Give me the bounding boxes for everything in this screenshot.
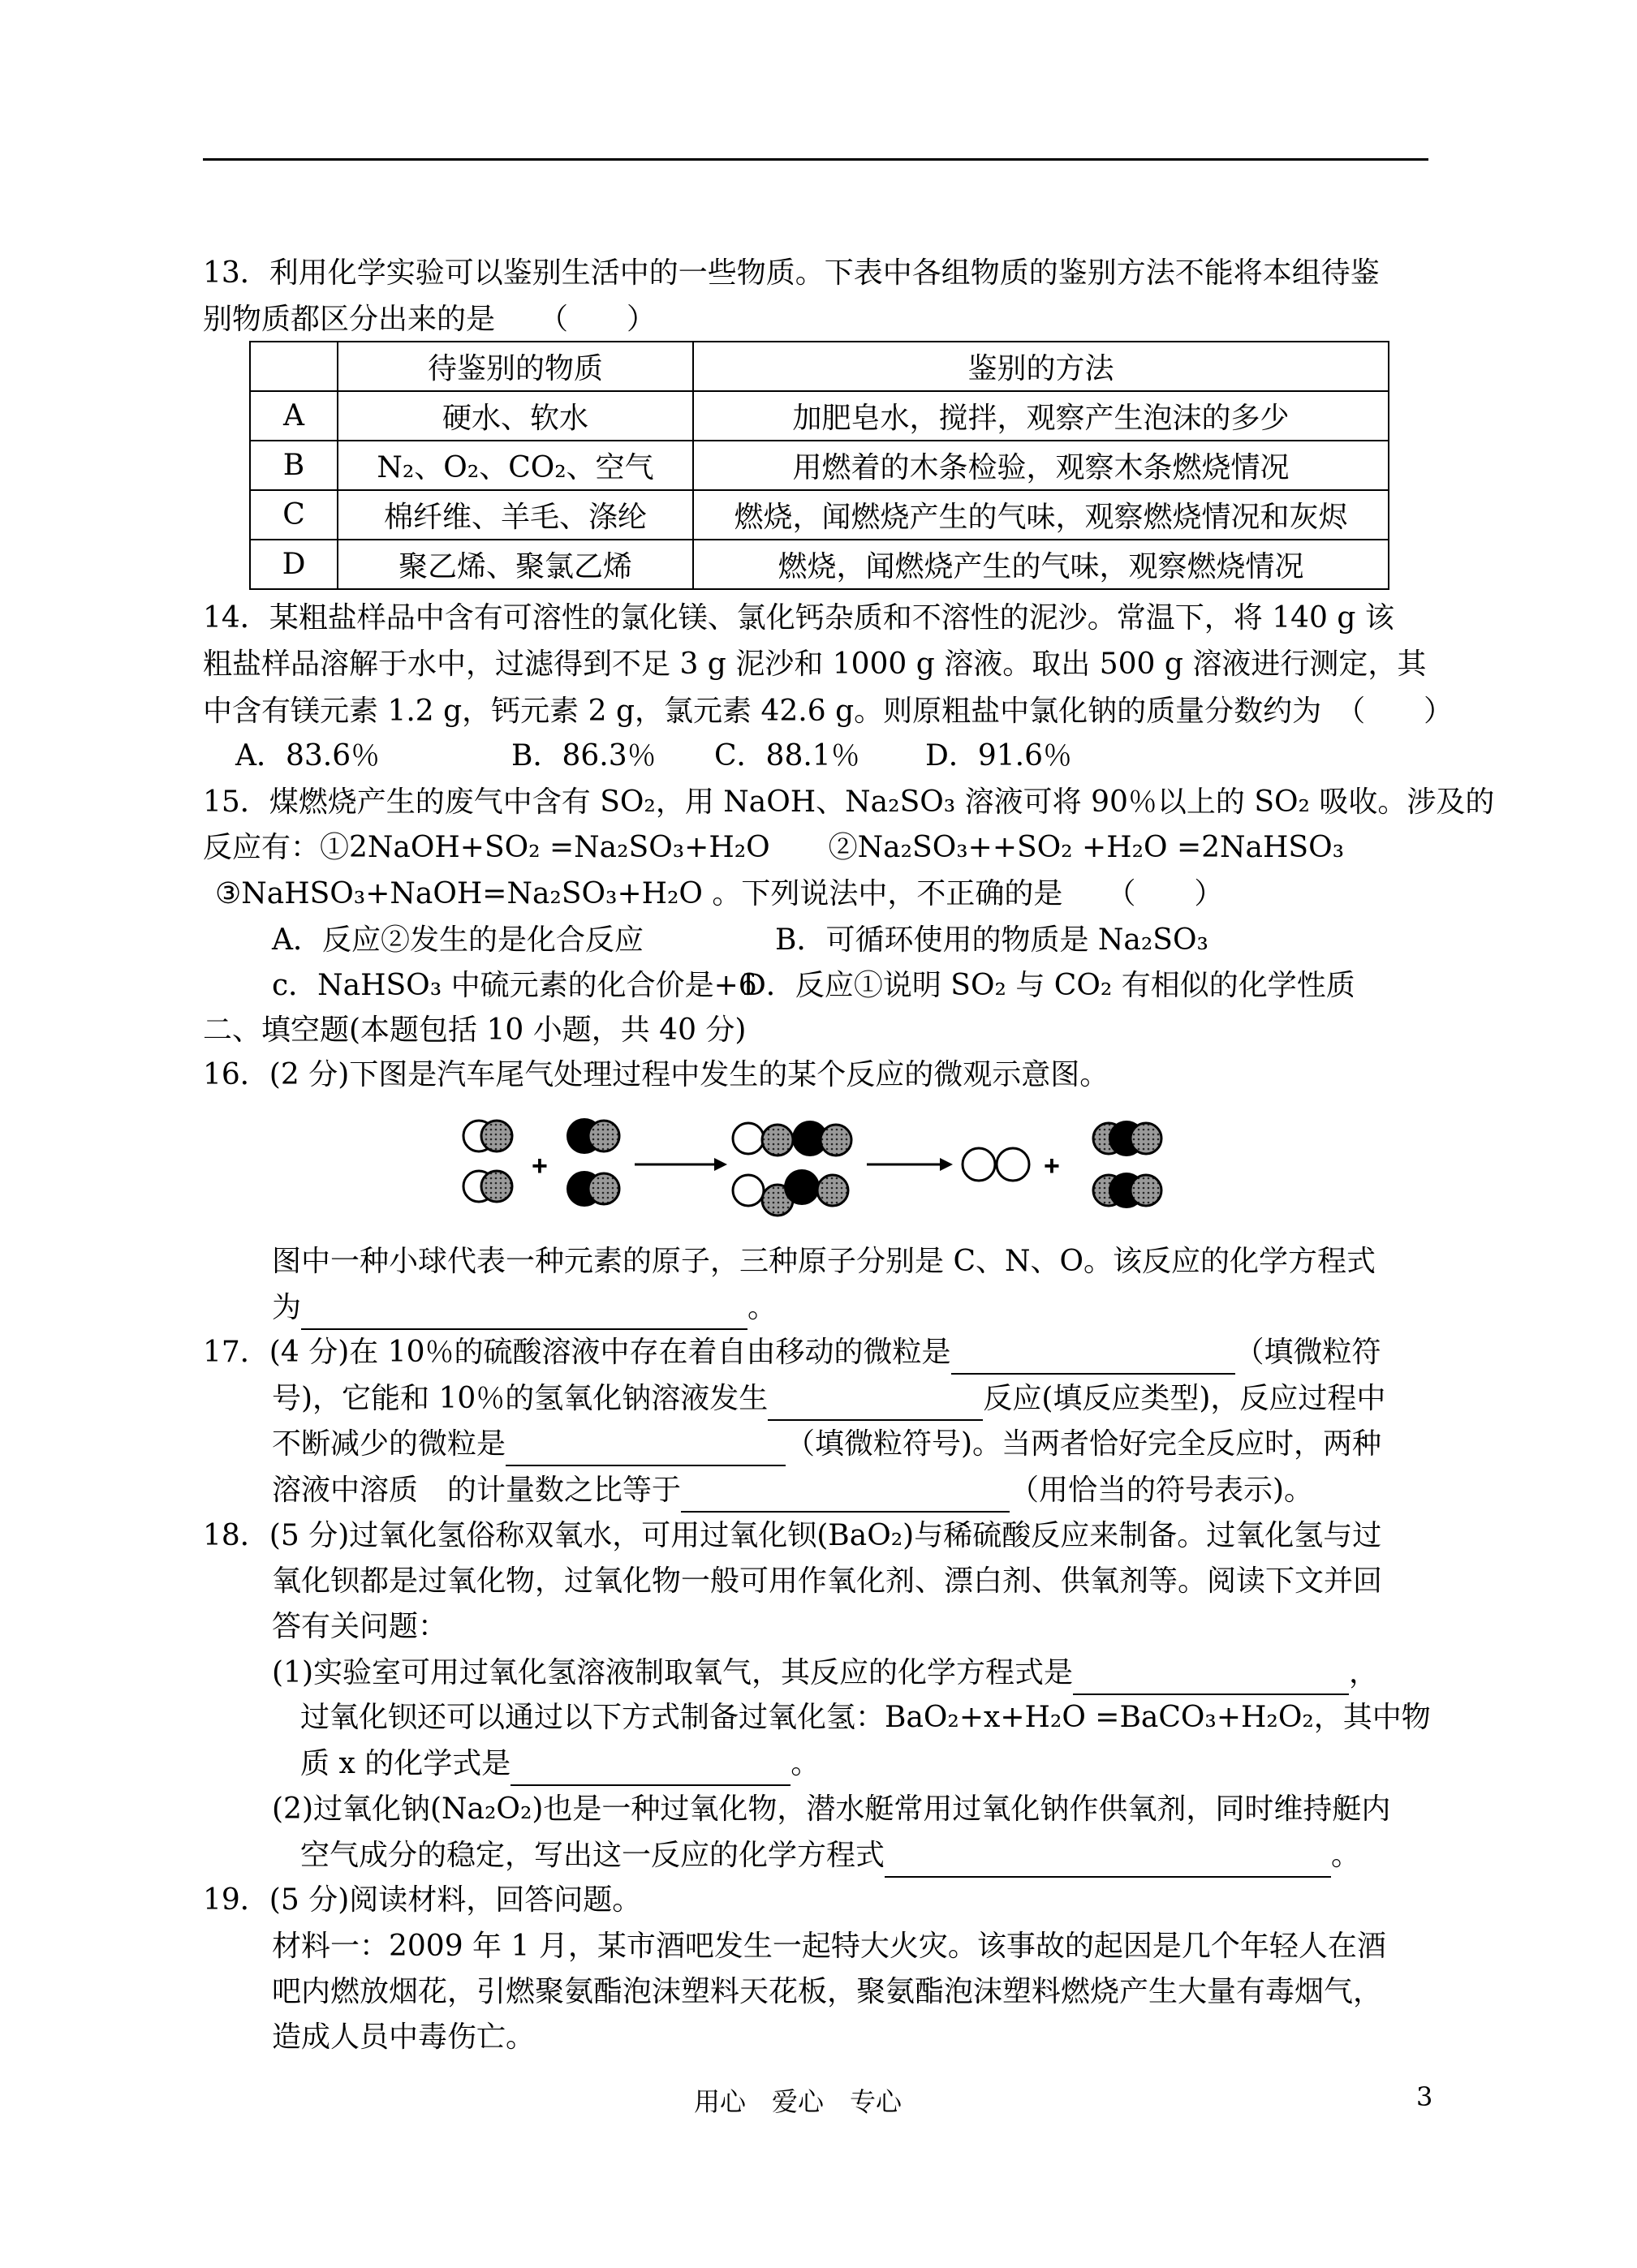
q16-line1: 16．(2 分)下图是汽车尾气处理过程中发生的某个反应的微观示意图。: [203, 1058, 1109, 1091]
table-header-cell: 鉴别的方法: [693, 342, 1389, 391]
q17-line3: [272, 1422, 1381, 1466]
q16-answer-blank[interactable]: [301, 1298, 747, 1330]
q13-line2: 别物质都区分出来的是 （ ）: [203, 303, 657, 336]
q19-line2: 材料一：2009 年 1 月，某市酒吧发生一起特大火灾。该事故的起因是几个年轻人在酒: [272, 1930, 1386, 1963]
q17-text: 不断减少的微粒是: [272, 1427, 506, 1461]
q18-sub1-line2: 过氧化钡还可以通过以下方式制备过氧化氢：BaO₂+x+H₂O =BaCO₃+H₂O₂，其中物: [300, 1701, 1431, 1734]
table-header-row: [250, 342, 1389, 391]
q18-line1: 18．(5 分)过氧化氢俗称双氧水，可用过氧化钡(BaO₂)与稀硫酸反应来制备。过氧化氢与过: [203, 1519, 1382, 1552]
q13-line1: 13．利用化学实验可以鉴别生活中的一些物质。下表中各组物质的鉴别方法不能将本组待鉴: [203, 256, 1380, 290]
q18-sub2-line2: [300, 1834, 1360, 1878]
q18-text: 质 x 的化学式是: [300, 1747, 511, 1780]
reaction-arrow: [867, 1158, 953, 1171]
q17-line1: [203, 1331, 1381, 1375]
row-label: D: [250, 540, 338, 589]
reaction-micro-diagram: [454, 1108, 1201, 1229]
q14-option-a: A．83.6％: [235, 739, 381, 772]
row-substances: 硬水、软水: [338, 391, 693, 441]
q14-option-b: B．86.3％: [511, 739, 657, 772]
molecule-n2: [963, 1148, 1029, 1181]
q15-option-c: c．NaHSO₃ 中硫元素的化合价是+6: [272, 969, 757, 1002]
q17-text: 反应(填反应类型)，反应过程中: [983, 1382, 1386, 1415]
q15-line3: ③NaHSO₃+NaOH=Na₂SO₃+H₂O 。下列说法中，不正确的是 （ ）: [215, 877, 1224, 910]
q19-line3: 吧内燃放烟花，引燃聚氨酯泡沫塑料天花板，聚氨酯泡沫塑料燃烧产生大量有毒烟气，: [272, 1975, 1383, 2008]
q15-option-d: D．反应①说明 SO₂ 与 CO₂ 有相似的化学性质: [743, 969, 1355, 1002]
q18-line3: 答有关问题：: [272, 1610, 448, 1643]
plus-sign: +: [532, 1151, 548, 1181]
q18-line2: 氧化钡都是过氧化物，过氧化物一般可用作氧化剂、漂白剂、供氧剂等。阅读下文并回: [272, 1564, 1383, 1598]
q17-blank-ratio[interactable]: [681, 1480, 1010, 1513]
q16-line2: 图中一种小球代表一种元素的原子，三种原子分别是 C、N、O。该反应的化学方程式: [272, 1245, 1376, 1278]
table-row: [250, 540, 1389, 589]
q14-option-d: D．91.6％: [925, 739, 1073, 772]
footer-motto: 用心 爱心 专心: [694, 2086, 903, 2117]
molecule-co2: [1093, 1173, 1161, 1208]
plus-sign: +: [1044, 1151, 1060, 1181]
q17-text: 17．(4 分)在 10％的硫酸溶液中存在着自由移动的微粒是: [203, 1336, 951, 1369]
q14-line2: 粗盐样品溶解于水中，过滤得到不足 3 g 泥沙和 1000 g 溶液。取出 500 g 溶液进行测定，其: [203, 648, 1427, 681]
row-label: C: [250, 490, 338, 540]
q18-text: 。: [1331, 1839, 1361, 1872]
row-substances: 棉纤维、羊毛、涤纶: [338, 490, 693, 540]
molecule-no: [463, 1171, 512, 1202]
molecule-co: [566, 1118, 619, 1154]
table-row: [250, 490, 1389, 540]
molecule-co2: [1093, 1121, 1161, 1156]
q18-blank-na2o2-equation[interactable]: [885, 1845, 1331, 1878]
molecule-co: [566, 1171, 619, 1207]
q16-answer-suffix: 。: [747, 1291, 778, 1324]
q17-line2: [272, 1377, 1385, 1421]
q17-text: （用恰当的符号表示)。: [1010, 1474, 1314, 1507]
section-heading: 二、填空题(本题包括 10 小题，共 40 分): [203, 1013, 747, 1047]
q17-blank-particles[interactable]: [951, 1342, 1235, 1375]
q19-line1: 19．(5 分)阅读材料，回答问题。: [203, 1883, 642, 1917]
q15-option-b: B．可循环使用的物质是 Na₂SO₃: [775, 923, 1208, 957]
table-header-cell: [250, 342, 338, 391]
table-header-cell: 待鉴别的物质: [338, 342, 693, 391]
q17-text: （填微粒符: [1234, 1336, 1381, 1369]
q18-sub1-line1: [272, 1651, 1378, 1695]
q17-text: （填微粒符号)。当两者恰好完全反应时，两种: [786, 1427, 1382, 1461]
q16-answer-prefix: 为: [272, 1291, 302, 1324]
table-row: [250, 441, 1389, 490]
row-method: 燃烧，闻燃烧产生的气味，观察燃烧情况: [693, 540, 1389, 589]
q18-blank-formula-x[interactable]: [510, 1754, 790, 1786]
row-label: B: [250, 441, 338, 490]
row-substances: N₂、O₂、CO₂、空气: [338, 441, 693, 490]
molecule-no: [463, 1121, 512, 1151]
q18-text: 。: [790, 1747, 821, 1780]
q18-text: ，: [1349, 1656, 1379, 1689]
row-substances: 聚乙烯、聚氯乙烯: [338, 540, 693, 589]
table-row: [250, 391, 1389, 441]
q18-blank-equation[interactable]: [1073, 1663, 1349, 1695]
row-method: 用燃着的木条检验，观察木条燃烧情况: [693, 441, 1389, 490]
row-method: 加肥皂水，搅拌，观察产生泡沫的多少: [693, 391, 1389, 441]
intermediate-atoms: [733, 1121, 851, 1216]
row-label: A: [250, 391, 338, 441]
header-rule: [203, 158, 1428, 161]
page-number: 3: [1416, 2081, 1433, 2112]
reaction-arrow: [635, 1158, 727, 1171]
q17-text: 溶液中溶质 的计量数之比等于: [272, 1474, 682, 1507]
row-method: 燃烧，闻燃烧产生的气味，观察燃烧情况和灰烬: [693, 490, 1389, 540]
q18-text: (1)实验室可用过氧化氢溶液制取氧气，其反应的化学方程式是: [272, 1656, 1073, 1689]
q17-blank-decreasing[interactable]: [506, 1434, 786, 1466]
q14-line3: 中含有镁元素 1.2 g，钙元素 2 g，氯元素 42.6 g。则原粗盐中氯化钠的质量分数约为 （ ）: [203, 695, 1454, 728]
q18-text: 空气成分的稳定，写出这一反应的化学方程式: [300, 1839, 885, 1872]
q14-line1: 14．某粗盐样品中含有可溶性的氯化镁、氯化钙杂质和不溶性的泥沙。常温下，将 140 g 该: [203, 601, 1394, 635]
q14-option-c: C．88.1％: [714, 739, 860, 772]
q17-line4: [272, 1469, 1313, 1513]
q19-line4: 造成人员中毒伤亡。: [272, 2021, 536, 2054]
q15-option-a: A．反应②发生的是化合反应: [272, 923, 644, 957]
q17-blank-reaction-type[interactable]: [768, 1388, 983, 1421]
q16-line3: [272, 1286, 777, 1330]
q18-sub1-line3: [300, 1742, 820, 1786]
q17-text: 号)，它能和 10％的氢氧化钠溶液发生: [272, 1382, 769, 1415]
q15-line2: 反应有：①2NaOH+SO₂ =Na₂SO₃+H₂O ②Na₂SO₃++SO₂ +H₂O =2NaHSO₃: [203, 831, 1345, 864]
q15-line1: 15．煤燃烧产生的废气中含有 SO₂，用 NaOH、Na₂SO₃ 溶液可将 90％以上的 SO₂ 吸收。涉及的: [203, 785, 1495, 819]
identification-table: [249, 341, 1389, 590]
q18-sub2-line1: (2)过氧化钠(Na₂O₂)也是一种过氧化物，潜水艇常用过氧化钠作供氧剂，同时维持艇内: [272, 1792, 1391, 1826]
